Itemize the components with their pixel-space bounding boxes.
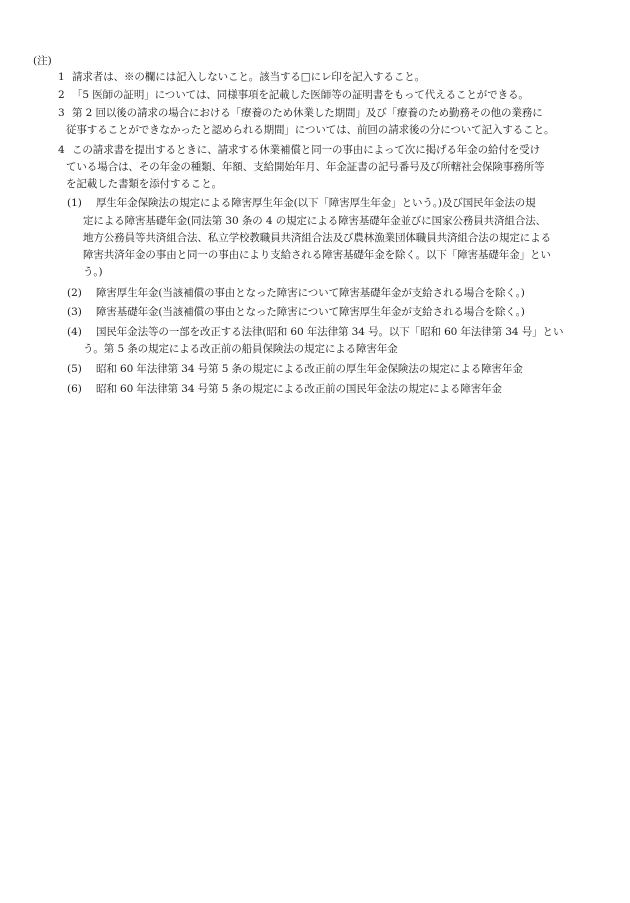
note-number: 2 (58, 89, 65, 101)
notes-heading: (注) (33, 55, 52, 67)
subitem-number: (5) (67, 363, 82, 375)
note-text-line: この請求書を提出するときに、請求する休業補償と同一の事由によって次に掲げる年金の給付を受け (72, 144, 540, 156)
subitem-text-line: 定による障害基礎年金(同法第 30 条の 4 の規定による障害基礎年金並びに国家公務員共済組合法、 (83, 215, 547, 227)
note-text-line: 請求者は、※の欄には記入しないこと。該当する□にレ印を記入すること。 (72, 71, 426, 83)
note-number: 1 (58, 71, 65, 83)
note-text-line: ている場合は、その年金の種類、年額、支給開始年月、年金証書の記号番号及び所轄社会保険事務所等 (66, 161, 545, 173)
subitem-text-line: う。) (83, 266, 103, 278)
subitem-text-line: 昭和 60 年法律第 34 号第 5 条の規定による改正前の国民年金法の規定による障害年金 (96, 383, 502, 395)
subitem-number: (3) (67, 306, 82, 318)
note-text-line: 第 2 回以後の請求の場合における「療養のため休業した期間」及び「療養のため勤務その他の業務に (72, 107, 543, 119)
subitem-number: (2) (67, 287, 82, 299)
subitem-number: (1) (67, 197, 82, 209)
subitem-text-line: 障害共済年金の事由と同一の事由により支給される障害基礎年金を除く。以下「障害基礎年金」とい (83, 249, 551, 261)
subitem-text-line: 障害厚生年金(当該補償の事由となった障害について障害基礎年金が支給される場合を除く。) (96, 287, 525, 299)
subitem-text-line: 昭和 60 年法律第 34 号第 5 条の規定による改正前の厚生年金保険法の規定による障害年金 (96, 363, 523, 375)
note-text-line: 従事することができなかったと認められる期間」については、前回の請求後の分について記入すること。 (66, 124, 555, 136)
note-text-line: 「5 医師の証明」については、同様事項を記載した医師等の証明書をもって代えることができる。 (72, 89, 529, 101)
subitem-text-line: 地方公務員等共済組合法、私立学校教職員共済組合法及び農林漁業団体職員共済組合法の規定による (83, 232, 551, 244)
subitem-text-line: 障害基礎年金(当該補償の事由となった障害について障害厚生年金が支給される場合を除く。) (96, 306, 525, 318)
subitem-number: (4) (67, 326, 82, 338)
subitem-text-line: う。第 5 条の規定による改正前の船員保険法の規定による障害年金 (83, 343, 398, 355)
subitem-text-line: 国民年金法等の一部を改正する法律(昭和 60 年法律第 34 号。以下「昭和 60 年法律第 34 号」とい (96, 326, 564, 338)
note-number: 3 (58, 107, 65, 119)
subitem-text-line: 厚生年金保険法の規定による障害厚生年金(以下「障害厚生年金」という。)及び国民年金法の規 (96, 197, 536, 209)
note-number: 4 (58, 144, 65, 156)
subitem-number: (6) (67, 383, 82, 395)
note-text-line: を記載した書類を添付すること。 (66, 178, 222, 190)
